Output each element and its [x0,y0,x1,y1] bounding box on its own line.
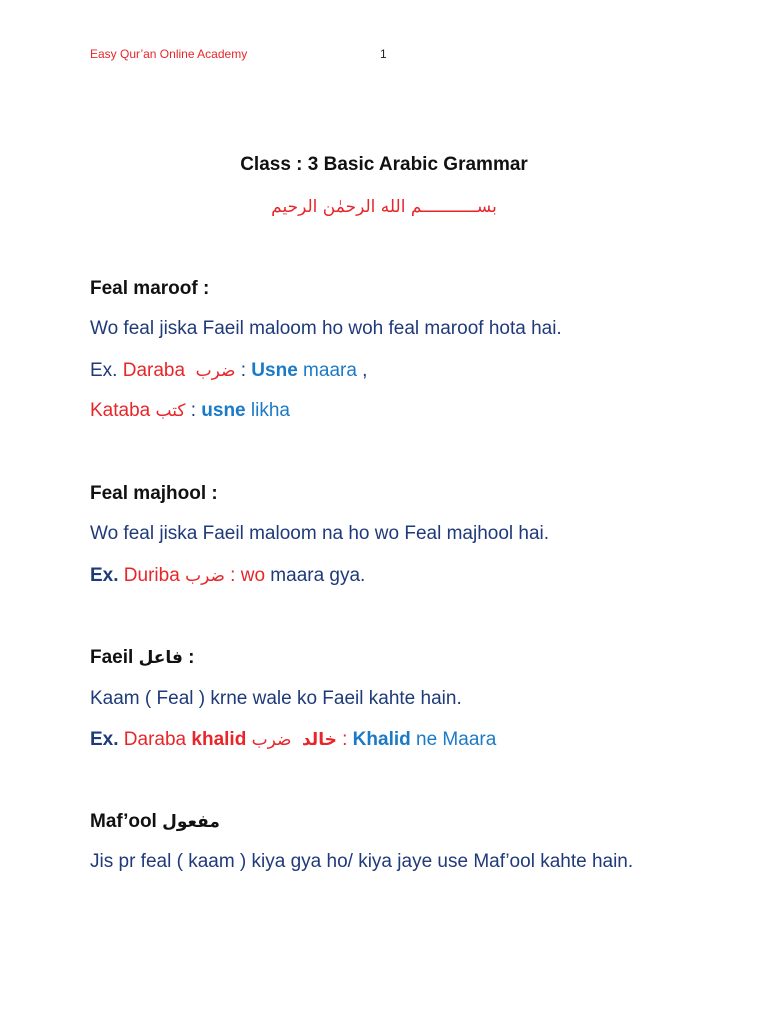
heading-text: Maf’ool [90,811,157,832]
faeil-definition: Kaam ( Feal ) krne wale ko Faeil kahte hain. [90,688,462,709]
example-colon: : [336,729,353,750]
header-page-number: 1 [380,47,387,61]
feal-maroof-definition: Wo feal jiska Faeil maloom ho woh feal maroof hota hai. [90,318,562,339]
heading-arabic: فاعل [138,648,183,668]
basmala: بســـــــــــم الله الرحمٰن الرحيم [271,197,497,217]
example-word: Daraba [118,729,192,750]
mafool-heading [90,810,220,834]
example-label: Ex. [90,565,119,586]
example-colon: : [235,360,252,381]
example-meaning: ne Maara [410,729,497,750]
example-word: Daraba [122,360,186,381]
example-word: Kataba [90,400,151,421]
example-arabic: كتب [155,401,186,421]
example-arabic-verb: ضرب [251,730,292,750]
example-arabic: ضرب [185,566,225,586]
example-label: Ex. [90,729,119,750]
example-word: Duriba [118,565,186,586]
feal-maroof-heading: Feal maroof : [90,278,210,299]
example-name: khalid [191,729,247,750]
example-comma: , [356,360,368,381]
faeil-example [90,728,496,752]
feal-majhool-definition: Wo feal jiska Faeil maloom na ho wo Feal majhool hai. [90,523,550,544]
page-title: Class : 3 Basic Arabic Grammar [240,154,528,175]
example-colon: : [185,400,202,421]
feal-maroof-example-2 [90,399,290,423]
heading-arabic: مفعول [162,812,220,832]
example-meaning-bold: usne [201,400,246,421]
example-meaning-bold: Khalid [352,729,411,750]
example-meaning: maara gya. [265,565,366,586]
example-meaning: likha [245,400,290,421]
header-academy-name: Easy Qur’an Online Academy [90,47,248,61]
example-colon-wo: : wo [224,565,266,586]
feal-majhool-example [90,564,365,588]
example-label: Ex. [90,360,123,381]
example-meaning: maara [297,360,357,381]
example-arabic-name: خالد [301,730,337,750]
example-meaning-bold: Usne [251,360,298,381]
heading-text: Faeil [90,647,134,668]
example-arabic: ضرب [195,361,236,381]
feal-majhool-heading: Feal majhool : [90,483,218,504]
mafool-definition: Jis pr feal ( kaam ) kiya gya ho/ kiya jaye use Maf’ool kahte hain. [90,851,634,872]
feal-maroof-example-1 [90,359,367,383]
faeil-heading [90,646,195,670]
heading-colon: : [182,647,195,668]
